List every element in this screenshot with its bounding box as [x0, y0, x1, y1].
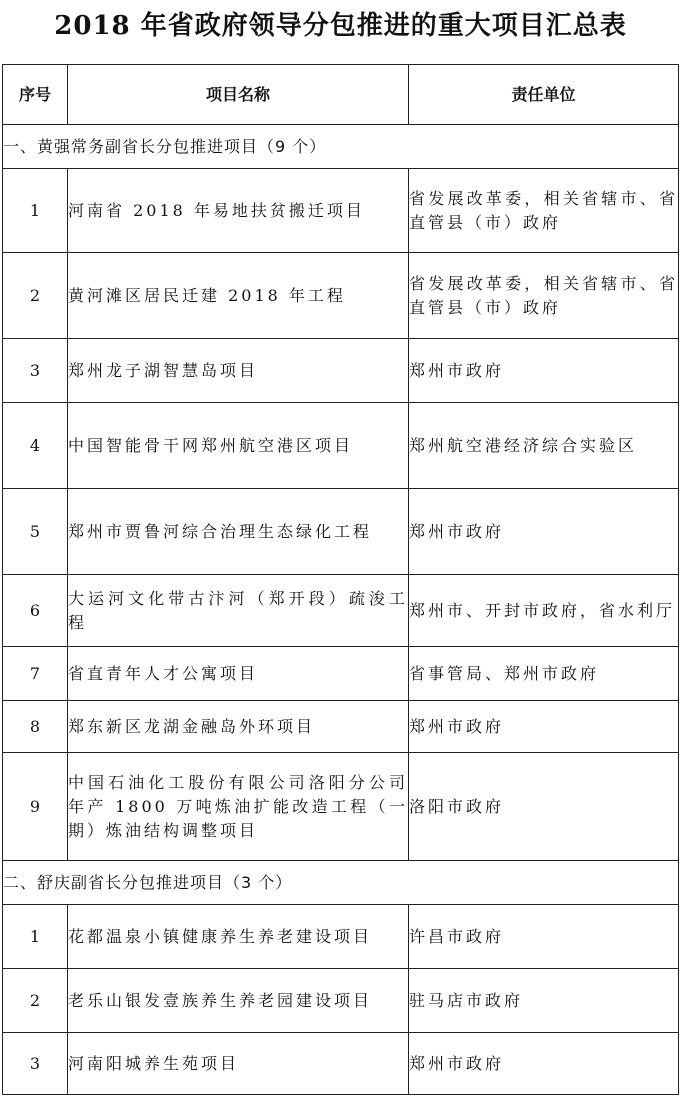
row-project-name: 省直青年人才公寓项目 — [68, 647, 409, 701]
row-responsible-unit: 郑州市政府 — [409, 339, 679, 403]
group-label: 一、黄强常务副省长分包推进项目（9 个） — [3, 125, 679, 169]
row-project-name: 大运河文化带古汴河（郑开段）疏浚工程 — [68, 575, 409, 647]
row-responsible-unit: 郑州市政府 — [409, 1033, 679, 1095]
table-row — [3, 575, 679, 647]
row-project-name: 中国智能骨干网郑州航空港区项目 — [68, 403, 409, 489]
table-header-row — [3, 65, 679, 125]
table-row — [3, 647, 679, 701]
row-responsible-unit: 省事管局、郑州市政府 — [409, 647, 679, 701]
row-index: 6 — [3, 575, 68, 647]
row-index: 9 — [3, 753, 68, 861]
table-row — [3, 403, 679, 489]
row-project-name: 郑东新区龙湖金融岛外环项目 — [68, 701, 409, 753]
row-index: 1 — [3, 905, 68, 969]
row-index: 2 — [3, 969, 68, 1033]
header-project-name: 项目名称 — [68, 65, 409, 125]
row-index: 4 — [3, 403, 68, 489]
row-project-name: 黄河滩区居民迁建 2018 年工程 — [68, 253, 409, 339]
row-project-name: 河南阳城养生苑项目 — [68, 1033, 409, 1095]
row-responsible-unit: 驻马店市政府 — [409, 969, 679, 1033]
row-responsible-unit: 郑州市政府 — [409, 489, 679, 575]
page-title: 2018 年省政府领导分包推进的重大项目汇总表 — [54, 11, 627, 41]
table-row — [3, 753, 679, 861]
table-row — [3, 339, 679, 403]
row-responsible-unit: 省发展改革委，相关省辖市、省直管县（市）政府 — [409, 169, 679, 253]
row-index: 1 — [3, 169, 68, 253]
table-row — [3, 701, 679, 753]
group-row — [3, 125, 679, 169]
row-index: 7 — [3, 647, 68, 701]
row-project-name: 中国石油化工股份有限公司洛阳分公司年产 1800 万吨炼油扩能改造工程（一期）炼油结构调整项目 — [68, 753, 409, 861]
row-project-name: 郑州市贾鲁河综合治理生态绿化工程 — [68, 489, 409, 575]
row-responsible-unit: 许昌市政府 — [409, 905, 679, 969]
table-row — [3, 253, 679, 339]
row-responsible-unit: 郑州市政府 — [409, 701, 679, 753]
row-index: 8 — [3, 701, 68, 753]
row-index: 3 — [3, 339, 68, 403]
row-index: 3 — [3, 1033, 68, 1095]
row-project-name: 河南省 2018 年易地扶贫搬迁项目 — [68, 169, 409, 253]
table-row — [3, 169, 679, 253]
row-project-name: 花都温泉小镇健康养生养老建设项目 — [68, 905, 409, 969]
header-responsible-unit: 责任单位 — [409, 65, 679, 125]
row-responsible-unit: 洛阳市政府 — [409, 753, 679, 861]
table-row — [3, 905, 679, 969]
project-table — [2, 64, 679, 1095]
row-responsible-unit: 郑州市、开封市政府，省水利厅 — [409, 575, 679, 647]
row-index: 5 — [3, 489, 68, 575]
row-index: 2 — [3, 253, 68, 339]
row-project-name: 老乐山银发壹族养生养老园建设项目 — [68, 969, 409, 1033]
row-responsible-unit: 省发展改革委，相关省辖市、省直管县（市）政府 — [409, 253, 679, 339]
table-row — [3, 489, 679, 575]
table-row — [3, 1033, 679, 1095]
table-row — [3, 969, 679, 1033]
header-index: 序号 — [3, 65, 68, 125]
row-responsible-unit: 郑州航空港经济综合实验区 — [409, 403, 679, 489]
row-project-name: 郑州龙子湖智慧岛项目 — [68, 339, 409, 403]
group-row — [3, 861, 679, 905]
group-label: 二、舒庆副省长分包推进项目（3 个） — [3, 861, 679, 905]
